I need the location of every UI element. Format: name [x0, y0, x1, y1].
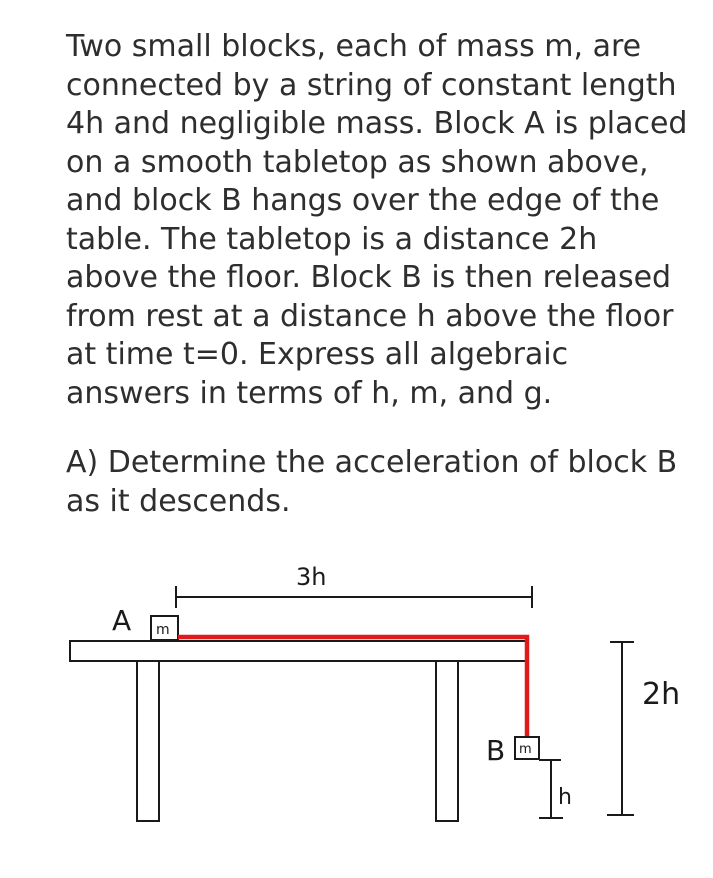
question-a: A) Determine the acceleration of block B as it descends. [66, 445, 678, 519]
table-leg-right [436, 661, 458, 821]
tabletop [70, 641, 528, 661]
label-h: h [558, 785, 572, 810]
problem-statement: Two small blocks, each of mass m, are connected by a string of constant length 4h and negligible mass. Block A is placed on a smooth tabletop as shown above, and block B hangs over the edge of the table. The tabletop is a distance 2h above the floor. Block B is then released from rest at a distance h above the floor at time t=0. Express all algebraic answers in terms of h, m, and g. [66, 29, 688, 411]
dimension-3h [176, 586, 532, 608]
table-leg-left [137, 661, 159, 821]
block-A-mass: m [156, 622, 170, 638]
label-A: A [112, 604, 132, 637]
block-B-mass: m [519, 742, 532, 757]
label-3h: 3h [296, 563, 327, 591]
block-A [151, 616, 178, 640]
block-B [515, 737, 539, 759]
label-B: B [486, 734, 506, 767]
label-2h: 2h [642, 677, 681, 712]
dimension-2h [607, 642, 634, 815]
